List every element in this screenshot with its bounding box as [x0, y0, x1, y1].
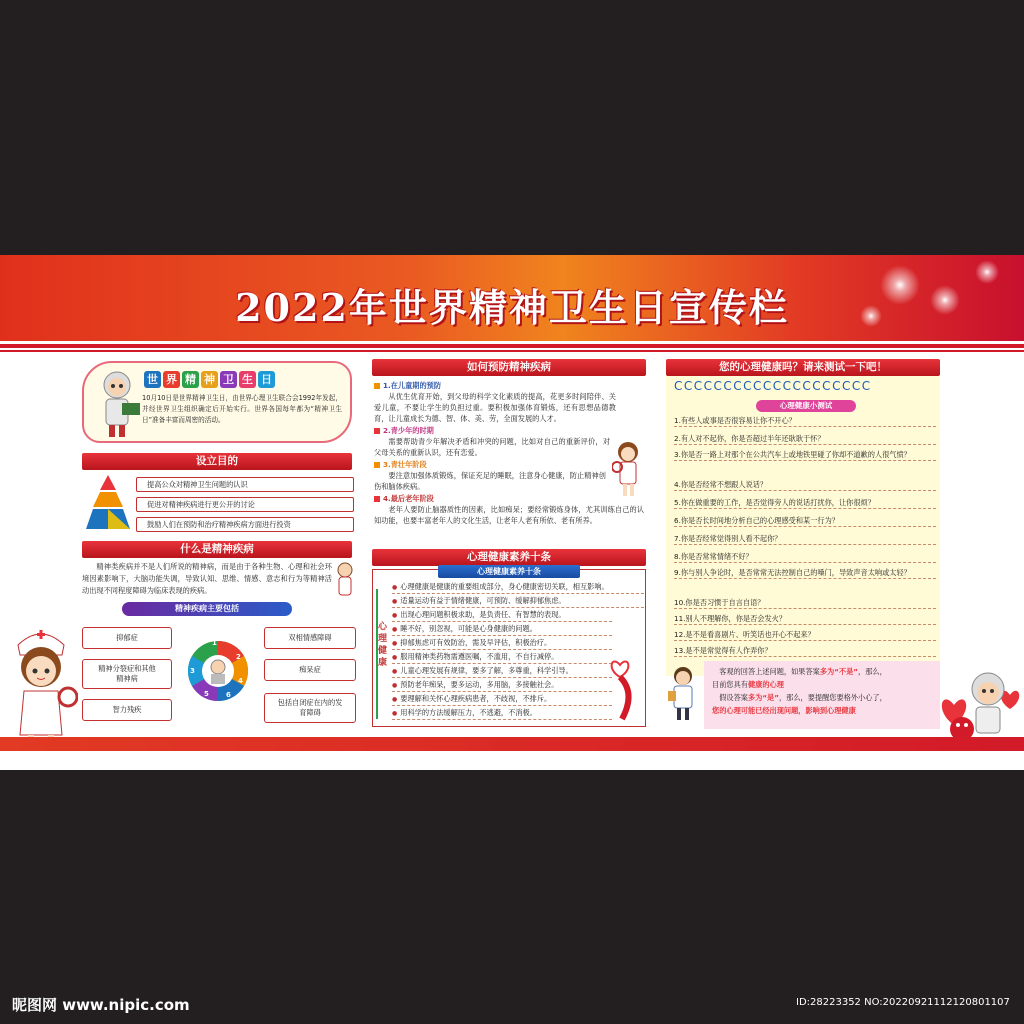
test-question: 10.你是否习惯于自言自语？: [674, 597, 936, 609]
ribbon-heart-decoration: [608, 653, 644, 723]
stage-text: 从优生优育开始，到父母的科学文化素质的提高，花更多时间陪伴、关爱儿童，不要让学生的负担过重。要积极加强体育锻炼，还有思想品德教育，让儿童成长为德、智、体、美、劳，全面发展的人才。: [374, 392, 616, 423]
side-char: 健: [378, 646, 388, 656]
wheel-number: 2: [236, 653, 241, 661]
numbered-wheel-graphic: [186, 639, 250, 703]
heading-char: 精: [182, 371, 199, 388]
test-question: 9.你与别人争论时，是否常常无法控制自己的嗓门，导致声音太响或太轻？: [674, 567, 936, 579]
side-char: 康: [378, 658, 388, 668]
result-emphasis: 健康的心理: [747, 680, 784, 689]
stage-text: 老年人要防止脑器质性的因素，比如痴呆；要经常锻炼身体，尤其训练自己的认知功能，也要丰富老年人的文化生活，让老年人老有所依、老有所养。: [374, 505, 644, 525]
right-column: [666, 359, 940, 699]
square-icon: [374, 462, 380, 468]
test-question: 2.有人对不起你，你是否超过半年还耿耿于怀？: [674, 433, 936, 445]
purpose-item: 促进对精神疾病进行更公开的讨论: [136, 497, 354, 512]
square-icon: [374, 383, 380, 389]
disease-box: 精神分裂症和其他精神病: [82, 659, 172, 689]
result-line: [712, 678, 932, 691]
wheel-number: 4: [238, 677, 243, 685]
test-question: 1.有些人或事是否很容易让你不开心？: [674, 415, 936, 427]
test-result: [704, 661, 940, 729]
result-text: 目前您具有: [712, 680, 748, 689]
disease-box: 智力残疾: [82, 699, 172, 721]
ten-item: ● 出现心理问题积极求助，是负责任、有智慧的表现。: [392, 609, 612, 622]
result-text: 客观的回答上述问题，如果答案: [719, 667, 820, 676]
test-question: 12.是不是看喜剧片、听笑话也开心不起来？: [674, 629, 936, 641]
result-emphasis: 多为“是”: [747, 693, 779, 702]
stage-title: [374, 460, 616, 470]
ten-item: ● 适量运动有益于情绪健康，可预防、缓解抑郁焦虑。: [392, 595, 644, 608]
heading-char: 卫: [220, 371, 237, 388]
disease-box: 痴呆症: [264, 659, 356, 681]
ten-header: 心理健康素养十条: [372, 549, 646, 566]
test-question: 5.你在做重要的工作，是否觉得旁人的说话打扰你，让你很烦？: [674, 497, 936, 509]
watermark-id: ID:28223352 NO:20220921112120801107: [796, 997, 1010, 1008]
result-text: ，那么，要提醒您要格外小心了，: [778, 693, 887, 702]
nurse-small-cartoon: [334, 561, 356, 601]
result-line: [712, 691, 932, 704]
wheel-number: 1: [212, 639, 217, 647]
disease-box: 包括自闭症在内的发育障碍: [264, 693, 356, 723]
bottom-margin: [0, 751, 1024, 770]
heading-char: 日: [258, 371, 275, 388]
ten-item: ● 心理健康是健康的重要组成部分，身心健康密切关联，相互影响。: [392, 581, 644, 594]
bottom-band: [0, 737, 1024, 751]
ten-item: ● 睡不好，别忽视，可能是心身健康的问题。: [392, 623, 612, 636]
notebook-ring-decoration: CCCCCCCCCCCCCCCCCCCC: [674, 379, 872, 393]
stage-title-text: 3.青壮年阶段: [383, 460, 427, 469]
test-question: 7.你是否经常觉得别人看不起你？: [674, 533, 936, 545]
side-char: 理: [378, 634, 388, 644]
ten-ribbon: 心理健康素养十条: [438, 565, 580, 578]
disease-box: 双相情感障碍: [264, 627, 356, 649]
stage-text: 需要帮助青少年解决矛盾和冲突的问题，比如对自己的重新评价，对父母关系的重新认识，还有恋爱。: [374, 437, 610, 457]
wheel-number: 5: [204, 690, 209, 698]
prevent-header: 如何预防精神疾病: [372, 359, 646, 376]
purpose-item: 提高公众对精神卫生问题的认识: [136, 477, 354, 492]
title-banner: [0, 255, 1024, 341]
result-text: ，那么，: [858, 667, 887, 676]
page-title: 2022年世界精神卫生日宣传栏: [235, 285, 789, 330]
intro-heading: [144, 371, 275, 388]
middle-column: [372, 359, 646, 769]
ten-item: ● 抑郁焦虑可有效防治，需及早评估，积极治疗。: [392, 637, 612, 650]
intro-text: 10月10日是世界精神卫生日，由世界心理卫生联合会1992年发起，并经世界卫生组织确定后开始实行。世界各国每年都为“精神卫生日”准备丰富而周密的活动。: [142, 394, 342, 424]
test-question: 4.你是否经常不想跟人说话？: [674, 479, 936, 491]
stage-title: [374, 426, 616, 436]
professor-cartoon: [92, 369, 142, 441]
heading-char: 界: [163, 371, 180, 388]
poster-board: [0, 255, 1024, 770]
test-question: 13.是不是常觉得有人作弄你？: [674, 645, 936, 657]
test-question: 3.你是否一路上对那个在公共汽车上或地铁里碰了你却不道歉的人很气愤？: [674, 449, 936, 461]
heading-char: 世: [144, 371, 161, 388]
purpose-item: 鼓励人们在预防和治疗精神疾病方面进行投资: [136, 517, 354, 532]
test-question: 6.你是否长时间地分析自己的心理感受和某一行为？: [674, 515, 936, 527]
types-header: 精神疾病主要包括: [122, 602, 292, 616]
prevent-body: [372, 376, 644, 526]
square-icon: [374, 428, 380, 434]
stage-title-text: 4.最后老年阶段: [383, 494, 434, 503]
heading-char: 神: [201, 371, 218, 388]
stage-title: [374, 381, 616, 391]
stage-title-text: 1.在儿童期的预防: [383, 381, 442, 390]
result-emphasis: 多为“不是”: [819, 667, 859, 676]
divider: [0, 344, 1024, 348]
test-header: 您的心理健康吗？请来测试一下吧！: [666, 359, 940, 376]
disease-box: 抑郁症: [82, 627, 172, 649]
wheel-number: 3: [190, 667, 195, 675]
square-icon: [374, 496, 380, 502]
test-small-title: 心理健康小测试: [756, 400, 856, 412]
test-question: 8.你是否常常情绪不好？: [674, 551, 936, 563]
result-text: 假设答案: [719, 693, 748, 702]
ten-item: ● 服用精神类药物需遵医嘱，不滥用，不自行减停。: [392, 651, 612, 664]
stage-title: [374, 494, 616, 504]
nurse-magnifier-cartoon: [612, 439, 644, 501]
ten-item: ● 用科学的方法缓解压力，不逃避，不消极。: [392, 707, 612, 720]
divider: [0, 350, 1024, 352]
purpose-header: 设立目的: [82, 453, 352, 470]
stage-title-text: 2.青少年的时期: [383, 426, 434, 435]
ten-item: ● 要理解和关怀心理疾病患者，不歧视，不排斥。: [392, 693, 612, 706]
what-text: 精神类疾病并不是人们所说的精神病，而是由于各种生物、心理和社会环境因素影响下，大脑功能失调，导致认知、思维、情感、意志和行为等精神活动出现不同程度障碍为临床表现的疾病。: [82, 562, 332, 595]
pyramid-graphic: [86, 473, 130, 531]
ten-side-label: [378, 621, 390, 669]
result-warning: 您的心理可能已经出现问题，影响到心理健康: [712, 706, 856, 715]
stage-text: 要注意加强体质锻炼，保证充足的睡眠，注意身心健康，防止精神创伤和脑体疾病。: [374, 471, 606, 491]
watermark-site: 昵图网 www.nipic.com: [12, 996, 190, 1014]
result-line: [712, 665, 932, 678]
ten-item: ● 预防老年痴呆，要多运动，多用脑，多接触社会。: [392, 679, 612, 692]
wheel-number: 6: [226, 691, 231, 699]
heading-char: 生: [239, 371, 256, 388]
test-question: 11.别人不理解你，你是否会发火？: [674, 613, 936, 625]
what-header: 什么是精神疾病: [82, 541, 352, 558]
professor-heart-cartoon: [940, 665, 1022, 745]
doctor-cartoon: [668, 665, 698, 723]
ten-item: ● 儿童心理发展有规律，要多了解，多尊重，科学引导。: [392, 665, 612, 678]
side-char: 心: [378, 622, 388, 632]
